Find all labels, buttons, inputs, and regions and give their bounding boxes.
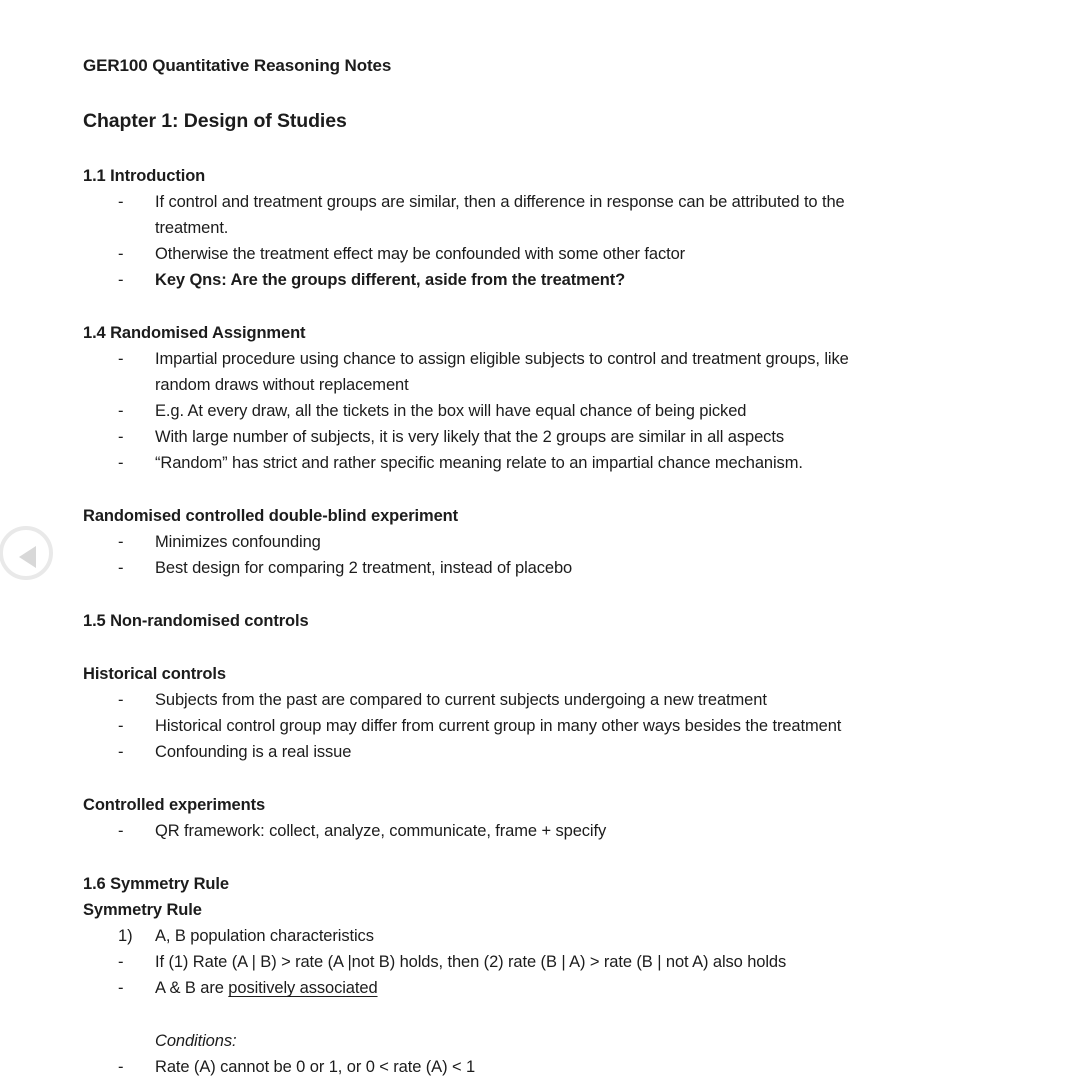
bullet-list: [83, 687, 1002, 765]
bullet-marker: -: [118, 979, 124, 997]
section-heading: Historical controls: [83, 665, 226, 683]
bullet-marker: -: [118, 193, 124, 211]
section-heading: Controlled experiments: [83, 796, 266, 814]
list-item: [83, 1054, 1002, 1080]
bullet-list: [83, 818, 1002, 844]
bullet-marker: -: [118, 428, 124, 446]
bullet-list: [83, 346, 1002, 476]
bullet-list: [83, 189, 1002, 293]
list-item: [83, 346, 1002, 398]
bullet-list: [83, 923, 1002, 1001]
blank-line: [83, 844, 1002, 871]
text-segment: random draws without replacement: [155, 376, 409, 394]
bullet-marker: -: [118, 245, 124, 263]
underlined-text: positively associated: [228, 979, 378, 997]
list-item-text: Confounding is a real issue: [155, 743, 352, 761]
blank-line: [83, 581, 1002, 608]
list-item-text: Key Qns: Are the groups different, aside from the treatment?: [155, 271, 626, 289]
italic-note: Conditions:: [155, 1032, 237, 1050]
bullet-marker: -: [118, 822, 124, 840]
list-item: [83, 529, 1002, 555]
carousel-prev-button[interactable]: [0, 526, 53, 580]
document-blocks: [83, 106, 1002, 1080]
bullet-marker: -: [118, 717, 124, 735]
section-heading: 1.6 Symmetry Rule: [83, 875, 229, 893]
bullet-marker: -: [118, 402, 124, 420]
list-item-text: Historical control group may differ from current group in many other ways besides the treatment: [155, 717, 842, 735]
section-heading: Symmetry Rule: [83, 901, 202, 919]
text-segment: treatment.: [155, 219, 229, 237]
bullet-list: [83, 529, 1002, 581]
bullet-marker: -: [118, 533, 124, 551]
prev-arrow-icon: [19, 546, 36, 568]
bullet-marker: -: [118, 743, 124, 761]
bullet-marker: -: [118, 350, 124, 368]
list-item-text: [155, 975, 1002, 1001]
text-segment: Impartial procedure using chance to assign eligible subjects to control and treatment groups, like: [155, 350, 849, 368]
section-heading: 1.1 Introduction: [83, 167, 206, 185]
list-item: [83, 450, 1002, 476]
bullet-marker: -: [118, 953, 124, 971]
bullet-marker: 1): [118, 927, 133, 945]
list-item-text: Otherwise the treatment effect may be confounded with some other factor: [155, 245, 686, 263]
list-item-text: Rate (A) cannot be 0 or 1, or 0 < rate (A) < 1: [155, 1058, 476, 1076]
list-item: [83, 687, 1002, 713]
list-item: [83, 923, 1002, 949]
blank-line: [83, 476, 1002, 503]
list-item: [83, 818, 1002, 844]
text-segment: If control and treatment groups are similar, then a difference in response can be attributed to the: [155, 193, 845, 211]
blank-line: [83, 765, 1002, 792]
list-item-text: With large number of subjects, it is very likely that the 2 groups are similar in all aspects: [155, 428, 784, 446]
section-heading: 1.4 Randomised Assignment: [83, 324, 306, 342]
list-item: [83, 713, 1002, 739]
list-item: [83, 398, 1002, 424]
list-item: [83, 975, 1002, 1001]
bullet-marker: -: [118, 1058, 124, 1076]
list-item-text: QR framework: collect, analyze, communicate, frame + specify: [155, 822, 607, 840]
list-item: [83, 949, 1002, 975]
list-item: [83, 739, 1002, 765]
list-item-text: Best design for comparing 2 treatment, instead of placebo: [155, 559, 573, 577]
blank-line: [83, 293, 1002, 320]
list-item: [83, 424, 1002, 450]
bullet-marker: -: [118, 454, 124, 472]
blank-line: [83, 634, 1002, 661]
bullet-marker: -: [118, 691, 124, 709]
bullet-list: [83, 1054, 1002, 1080]
list-item-text: E.g. At every draw, all the tickets in the box will have equal chance of being picked: [155, 402, 747, 420]
list-item: [83, 267, 1002, 293]
list-item-text: If (1) Rate (A | B) > rate (A |not B) holds, then (2) rate (B | A) > rate (B | not A) also holds: [155, 953, 787, 971]
list-item-text: [155, 189, 1002, 241]
section-heading: Randomised controlled double-blind experiment: [83, 507, 459, 525]
list-item: [83, 555, 1002, 581]
bullet-marker: -: [118, 559, 124, 577]
list-item-text: Minimizes confounding: [155, 533, 321, 551]
list-item: [83, 189, 1002, 241]
list-item-text: “Random” has strict and rather specific meaning relate to an impartial chance mechanism.: [155, 454, 803, 472]
list-item-text: A, B population characteristics: [155, 927, 374, 945]
document-title: GER100 Quantitative Reasoning Notes: [83, 56, 392, 75]
text-segment: A & B are: [155, 979, 229, 997]
blank-line: [83, 1001, 1002, 1028]
bullet-marker: -: [118, 271, 124, 289]
list-item-text: Subjects from the past are compared to current subjects undergoing a new treatment: [155, 691, 767, 709]
chapter-heading: Chapter 1: Design of Studies: [83, 110, 347, 132]
list-item: [83, 241, 1002, 267]
section-heading: 1.5 Non-randomised controls: [83, 612, 309, 630]
list-item-text: [155, 346, 1002, 398]
